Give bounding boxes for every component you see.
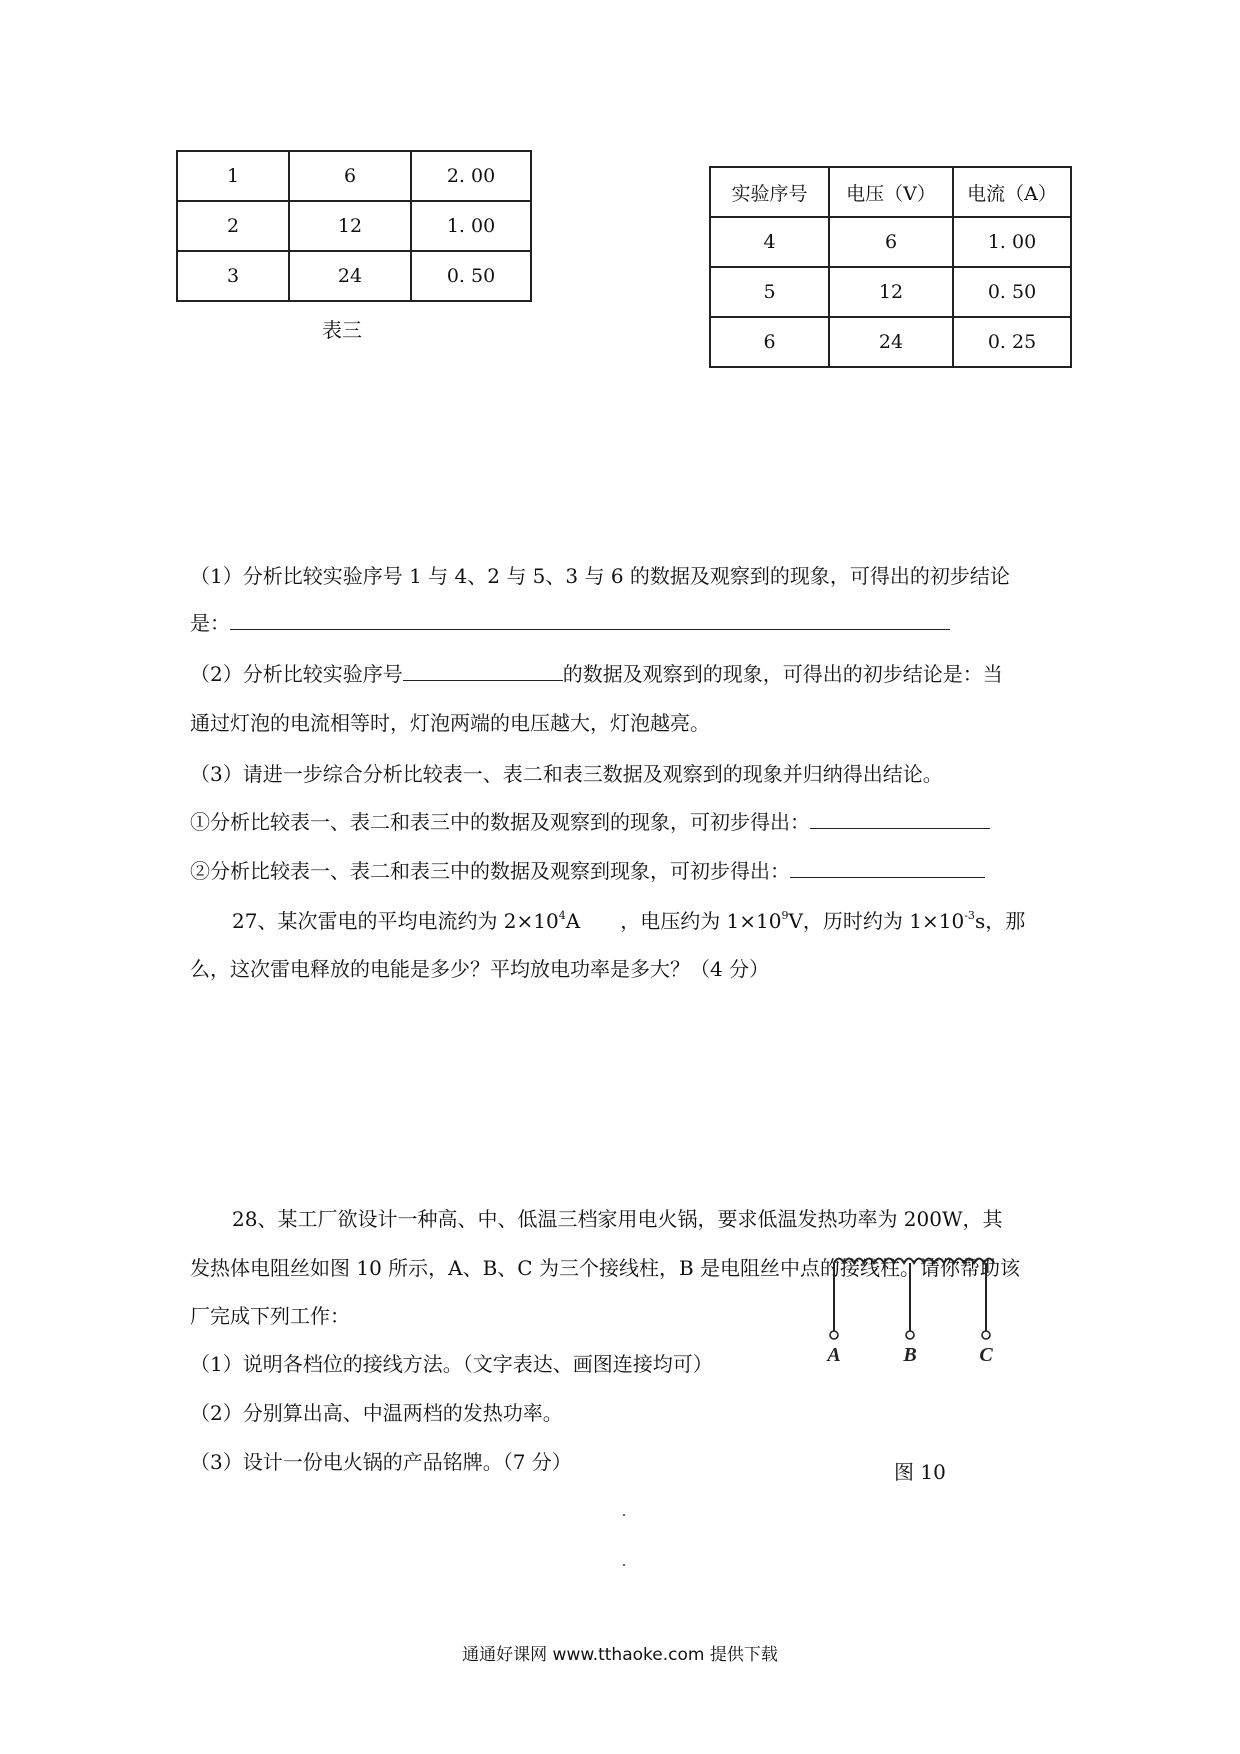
table-cell: 12: [289, 201, 411, 251]
terminal-leads: [834, 1263, 986, 1331]
problem-28-line-3: 厂完成下列工作：: [190, 1304, 350, 1328]
table-cell: 1: [177, 151, 289, 201]
question-3-sub-1: [190, 806, 990, 835]
experiment-table: [709, 166, 1072, 368]
table-cell: 24: [289, 251, 411, 301]
table-row: [177, 151, 531, 201]
question-2-line-1: [190, 658, 1003, 687]
table-cell: 4: [710, 217, 829, 267]
table-cell: 6: [829, 217, 953, 267]
scan-speck: [623, 1514, 625, 1516]
table-cell: 2: [177, 201, 289, 251]
table-row: [177, 251, 531, 301]
table-header-row: [710, 167, 1071, 217]
table-row: [710, 267, 1071, 317]
problem-28-sub-1: （1）说明各档位的接线方法。（文字表达、画图连接均可）: [190, 1352, 713, 1376]
question-3-sub-1-text: ①分析比较表一、表二和表三中的数据及观察到的现象，可初步得出：: [190, 810, 810, 834]
question-2-line-2: 通过灯泡的电流相等时，灯泡两端的电压越大，灯泡越亮。: [190, 711, 710, 735]
answer-blank[interactable]: [403, 660, 563, 681]
exponent: 4: [558, 909, 566, 922]
question-1-line-2: [190, 607, 950, 636]
table-cell: 0. 50: [953, 267, 1071, 317]
table-cell: 2. 00: [411, 151, 531, 201]
problem-27-text: V，历时约为 1×10: [788, 909, 965, 933]
scan-speck: [623, 1564, 625, 1566]
problem-27-text: A ，电压约为 1×10: [565, 909, 782, 933]
table-row: [710, 217, 1071, 267]
terminal-b-label: B: [903, 1344, 917, 1365]
table-three: [176, 150, 532, 302]
question-3-sub-2-text: ②分析比较表一、表二和表三中的数据及观察到现象，可初步得出：: [190, 859, 790, 883]
problem-27-text: s，那: [974, 909, 1026, 933]
coil-wire: [834, 1259, 994, 1264]
terminal-b: [906, 1331, 914, 1339]
question-1-line-1: （1）分析比较实验序号 1 与 4、2 与 5、3 与 6 的数据及观察到的现象，可得出的初步结论: [190, 564, 1010, 588]
terminal-c-label: C: [979, 1344, 993, 1365]
table-cell: 12: [829, 267, 953, 317]
table-cell: 0. 25: [953, 317, 1071, 367]
column-header: 实验序号: [710, 167, 829, 217]
resistance-coil-figure: [826, 1245, 1006, 1365]
terminal-a-label: A: [827, 1344, 841, 1365]
problem-27-line-1: [232, 905, 1025, 934]
problem-28-sub-2: （2）分别算出高、中温两档的发热功率。: [190, 1401, 563, 1425]
question-2-part-1: （2）分析比较实验序号: [190, 662, 403, 686]
table-row: [177, 201, 531, 251]
table-cell: 24: [829, 317, 953, 367]
problem-28-line-1: 28、某工厂欲设计一种高、中、低温三档家用电火锅，要求低温发热功率为 200W，其: [232, 1207, 1003, 1231]
question-1-label: 是：: [190, 611, 230, 635]
table-cell: 6: [710, 317, 829, 367]
table-cell: 6: [289, 151, 411, 201]
table-cell: 1. 00: [953, 217, 1071, 267]
problem-27-text: 27、某次雷电的平均电流约为 2×10: [232, 909, 559, 933]
table-cell: 0. 50: [411, 251, 531, 301]
table-three-caption: 表三: [322, 318, 362, 342]
table-row: [710, 317, 1071, 367]
column-header: 电压（V）: [829, 167, 953, 217]
exponent: 9: [781, 909, 789, 922]
question-2-part-2: 的数据及观察到的现象，可得出的初步结论是：当: [562, 662, 1003, 686]
answer-blank[interactable]: [790, 857, 985, 878]
answer-blank[interactable]: [230, 609, 950, 630]
problem-28-sub-3: （3）设计一份电火锅的产品铭牌。（7 分）: [190, 1450, 572, 1474]
answer-blank[interactable]: [810, 808, 990, 829]
table-cell: 1. 00: [411, 201, 531, 251]
question-3-sub-2: [190, 855, 985, 884]
terminal-c: [982, 1331, 990, 1339]
table-cell: 5: [710, 267, 829, 317]
exponent: -3: [964, 909, 975, 922]
column-header: 电流（A）: [953, 167, 1071, 217]
question-3: （3）请进一步综合分析比较表一、表二和表三数据及观察到的现象并归纳得出结论。: [190, 762, 943, 786]
table-cell: 3: [177, 251, 289, 301]
terminal-a: [830, 1331, 838, 1339]
problem-28-line-2: 发热体电阻丝如图 10 所示，A、B、C 为三个接线柱，B 是电阻丝中点的接线柱。请你帮助该: [190, 1256, 1021, 1280]
figure-10-caption: 图 10: [894, 1460, 946, 1484]
problem-27-line-2: 么，这次雷电释放的电能是多少？平均放电功率是多大？（4 分）: [190, 957, 770, 981]
footer-text: 通通好课网 www.tthaoke.com 提供下载: [462, 1645, 778, 1665]
